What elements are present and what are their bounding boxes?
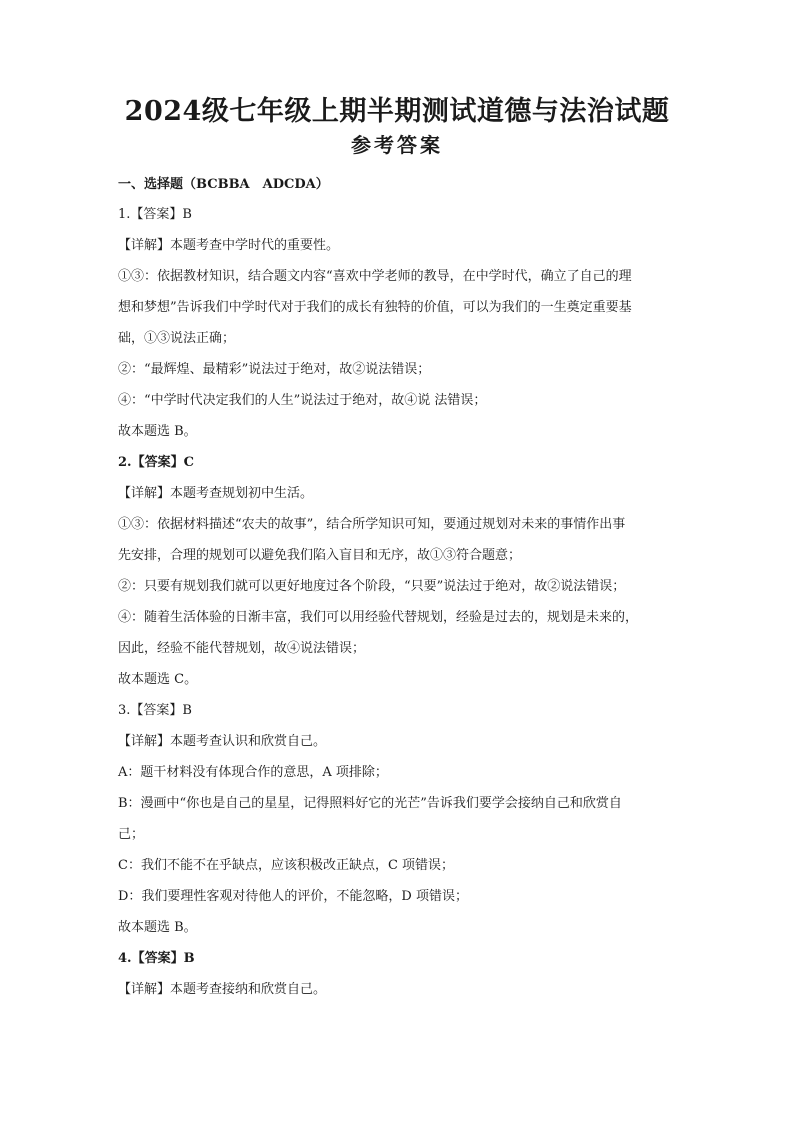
detail-line: 先安排，合理的规划可以避免我们陷入盲目和无序，故①③符合题意；: [118, 548, 522, 563]
detail-line: C：我们不能不在乎缺点，应该积极改正缺点，C 项错误；: [118, 858, 455, 873]
detail-line: 【详解】本题考查接纳和欣赏自己。: [118, 982, 327, 997]
detail-line: 因此，经验不能代替规划，故④说法错误；: [118, 641, 366, 656]
page-subtitle: 参考答案: [351, 133, 443, 157]
detail-line: 己；: [118, 827, 145, 842]
detail-line: B：漫画中“你也是自己的星星，记得照料好它的光芒”告诉我们要学会接纳自己和欣赏自: [118, 796, 622, 811]
detail-line: 故本题选 B。: [118, 920, 197, 935]
question-1: [118, 206, 680, 441]
detail-line: 【详解】本题考查规划初中生活。: [118, 486, 314, 501]
detail-line: 【详解】本题考查中学时代的重要性。: [118, 238, 340, 253]
detail-line: 础，①③说法正确；: [118, 331, 236, 346]
answer-line: 3.【答案】B: [118, 703, 192, 718]
detail-line: A：题干材料没有体现合作的意思，A 项排除；: [118, 765, 388, 780]
detail-line: ④：“中学时代决定我们的人生”说法过于绝对，故④说 法错误；: [118, 393, 487, 408]
detail-line: ④：随着生活体验的日渐丰富，我们可以用经验代替规划，经验是过去的，规划是未来的，: [118, 610, 639, 625]
detail-line: 【详解】本题考查认识和欣赏自己。: [118, 734, 327, 749]
answer-line: 1.【答案】B: [118, 207, 192, 222]
detail-line: ①③：依据教材知识，结合题文内容“喜欢中学老师的教导，在中学时代，确立了自己的理: [118, 269, 632, 284]
answer-body: [118, 176, 680, 1012]
answer-line: 2.【答案】C: [118, 455, 194, 470]
question-4: [118, 950, 680, 999]
question-3: [118, 702, 680, 937]
detail-line: D：我们要理性客观对待他人的评价，不能忽略，D 项错误；: [118, 889, 468, 904]
answer-line: 4.【答案】B: [118, 951, 195, 966]
question-2: [118, 454, 680, 689]
section-heading: 一、选择题（BCBBA ADCDA）: [118, 177, 329, 192]
page-title: 2024级七年级上期半期测试道德与法治试题: [124, 96, 670, 127]
detail-line: 想和梦想”告诉我们中学时代对于我们的成长有独特的价值，可以为我们的一生奠定重要基: [118, 300, 632, 315]
detail-line: 故本题选 C。: [118, 672, 198, 687]
detail-line: 故本题选 B。: [118, 424, 197, 439]
detail-line: ②：只要有规划我们就可以更好地度过各个阶段，“只要”说法过于绝对，故②说法错误；: [118, 579, 626, 594]
detail-line: ②：“最辉煌、最精彩”说法过于绝对，故②说法错误；: [118, 362, 431, 377]
detail-line: ①③：依据材料描述“农夫的故事”，结合所学知识可知，要通过规划对未来的事情作出事: [118, 517, 626, 532]
